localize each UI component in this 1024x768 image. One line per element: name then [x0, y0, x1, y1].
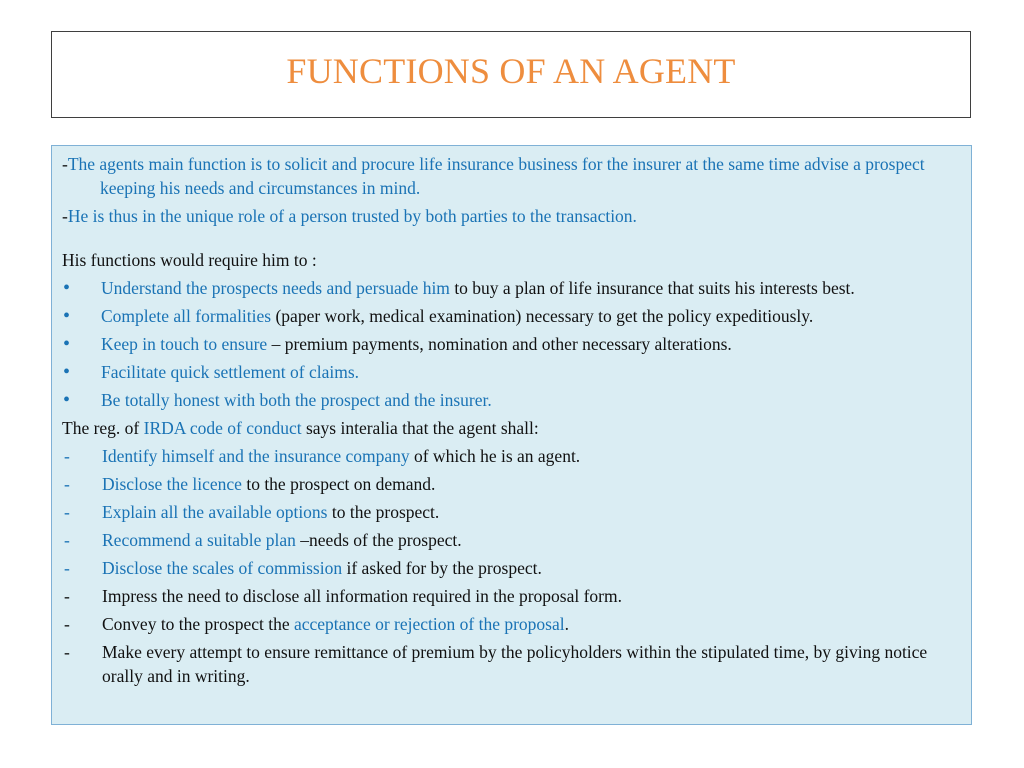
- highlight-text: Complete all formalities: [101, 306, 272, 326]
- item-text: to buy a plan of life insurance that suits his interests best.: [449, 278, 855, 298]
- dash-marker: -: [64, 642, 70, 662]
- bullet-icon: •: [63, 389, 71, 411]
- highlight-text: acceptance or rejection of the proposal: [293, 614, 565, 634]
- intro-dash: -: [62, 154, 68, 174]
- bullet-icon: •: [63, 277, 71, 299]
- list-item: [62, 388, 961, 416]
- duties-list: [62, 444, 961, 688]
- item-text: .: [564, 614, 569, 634]
- item-text: Impress the need to disclose all information required in the proposal form.: [102, 586, 623, 606]
- item-text: to the prospect.: [327, 502, 440, 522]
- list-item: [62, 360, 961, 388]
- content-panel: [51, 145, 972, 725]
- dash-marker: -: [64, 558, 70, 578]
- code-post-text: says interalia that the agent shall:: [301, 418, 539, 438]
- bullet-icon: •: [63, 361, 71, 383]
- code-of-conduct-line: [62, 416, 961, 444]
- highlight-text: Facilitate quick settlement of claims.: [101, 362, 360, 382]
- list-item: [62, 640, 961, 688]
- dash-marker: -: [64, 446, 70, 466]
- intro-dash: -: [62, 206, 68, 226]
- item-text: (paper work, medical examination) necessary to get the policy expeditiously.: [271, 306, 814, 326]
- highlight-text: Explain all the available options: [102, 502, 328, 522]
- item-text: –needs of the prospect.: [295, 530, 462, 550]
- item-text: to the prospect on demand.: [241, 474, 436, 494]
- code-highlight: IRDA code of conduct: [143, 418, 302, 438]
- list-item: [62, 556, 961, 584]
- item-text: Convey to the prospect the: [102, 614, 294, 634]
- functions-heading: His functions would require him to :: [62, 250, 317, 270]
- list-item: [62, 612, 961, 640]
- highlight-text: Understand the prospects needs and persuade him: [101, 278, 450, 298]
- intro-text: He is thus in the unique role of a person trusted by both parties to the transaction.: [67, 206, 637, 226]
- dash-marker: -: [64, 502, 70, 522]
- highlight-text: Be totally honest with both the prospect and the insurer.: [101, 390, 492, 410]
- highlight-text: Disclose the licence: [102, 474, 242, 494]
- item-text: of which he is an agent.: [409, 446, 581, 466]
- list-item: [62, 304, 961, 332]
- item-text: if asked for by the prospect.: [342, 558, 542, 578]
- highlight-text: Identify himself and the insurance company: [102, 446, 410, 466]
- list-item: [62, 332, 961, 360]
- intro-paragraph-2: [62, 204, 961, 228]
- list-item: [62, 472, 961, 500]
- list-item: [62, 528, 961, 556]
- functions-list: [62, 276, 961, 416]
- page-title: FUNCTIONS OF AN AGENT: [286, 50, 736, 91]
- dash-marker: -: [64, 530, 70, 550]
- intro-paragraph-1: [62, 152, 961, 200]
- spacer: [62, 228, 961, 248]
- list-item: [62, 444, 961, 472]
- dash-marker: -: [64, 586, 70, 606]
- highlight-text: Disclose the scales of commission: [102, 558, 343, 578]
- highlight-text: Keep in touch to ensure: [101, 334, 268, 354]
- highlight-text: Recommend a suitable plan: [102, 530, 296, 550]
- item-text: Make every attempt to ensure remittance of premium by the policyholders within the stipulated time, by giving notice orally and in writing.: [102, 642, 928, 686]
- list-item: [62, 276, 961, 304]
- dash-marker: -: [64, 474, 70, 494]
- dash-marker: -: [64, 614, 70, 634]
- code-pre-text: The reg. of: [62, 418, 144, 438]
- list-item: [62, 500, 961, 528]
- bullet-icon: •: [63, 333, 71, 355]
- intro-text: The agents main function is to solicit and procure life insurance business for the insurer at the same time advise a prospect keeping his needs and circumstances in mind.: [67, 154, 925, 198]
- item-text: – premium payments, nomination and other necessary alterations.: [267, 334, 732, 354]
- list-item: [62, 584, 961, 612]
- title-box: [51, 31, 971, 118]
- bullet-icon: •: [63, 305, 71, 327]
